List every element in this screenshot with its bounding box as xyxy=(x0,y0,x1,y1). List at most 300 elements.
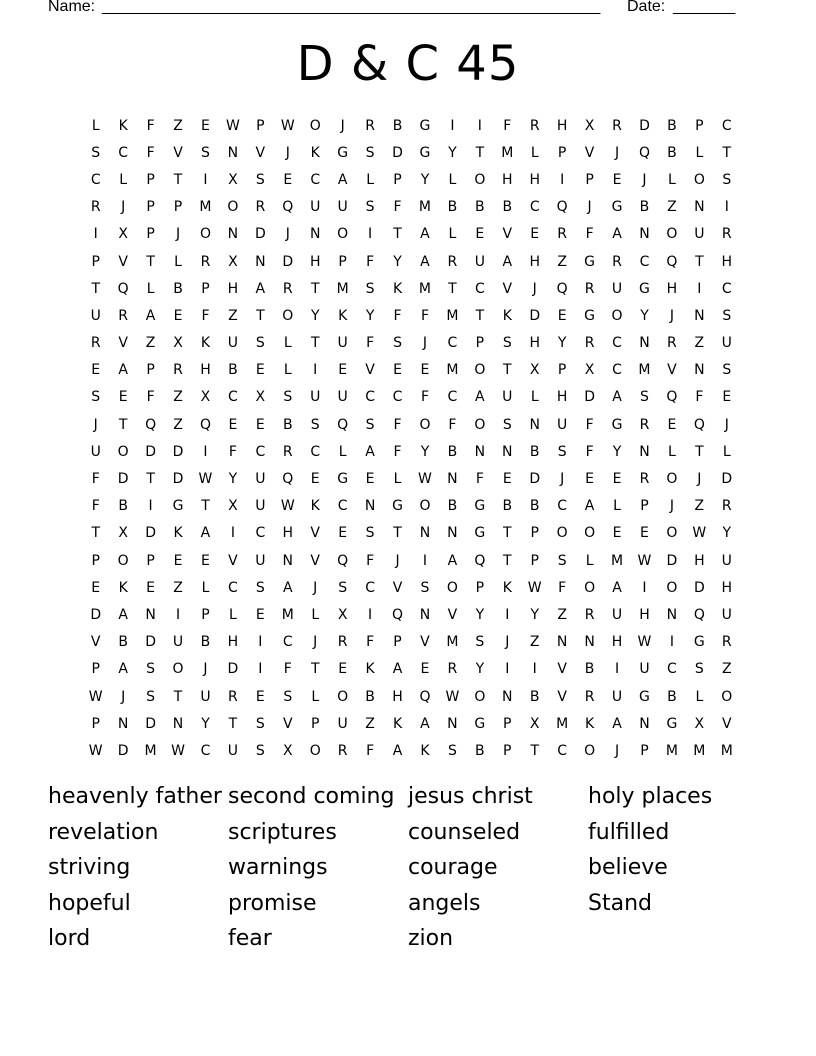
grid-letter: Y xyxy=(365,307,375,324)
grid-letter: Z xyxy=(667,199,677,216)
grid-letter: U xyxy=(310,389,321,406)
word-bank-item: Stand xyxy=(588,890,652,916)
grid-letter: I xyxy=(203,443,208,460)
grid-letter: R xyxy=(584,688,595,705)
grid-letter: H xyxy=(721,253,733,270)
grid-letter: X xyxy=(584,362,595,379)
grid-letter: N xyxy=(694,307,705,324)
grid-letter: O xyxy=(309,117,321,134)
grid-letter: T xyxy=(475,144,485,161)
grid-letter: Q xyxy=(556,280,568,297)
grid-letter: O xyxy=(419,416,431,433)
grid-letter: L xyxy=(119,171,128,188)
grid-letter: P xyxy=(91,715,100,732)
grid-letter: L xyxy=(530,144,539,161)
grid-letter: E xyxy=(365,471,375,488)
grid-letter: O xyxy=(474,362,486,379)
grid-letter: N xyxy=(639,335,650,352)
grid-letter: C xyxy=(200,742,211,759)
grid-letter: T xyxy=(146,471,155,488)
grid-letter: P xyxy=(640,742,649,759)
grid-letter: R xyxy=(173,362,183,379)
grid-letter: L xyxy=(311,688,320,705)
grid-letter: U xyxy=(474,253,485,270)
grid-letter: R xyxy=(90,335,101,352)
grid-letter: M xyxy=(281,606,294,623)
grid-letter: U xyxy=(227,742,239,759)
grid-letter: P xyxy=(91,661,100,678)
grid-letter: W xyxy=(225,117,240,134)
grid-letter: M xyxy=(418,199,432,216)
grid-letter: B xyxy=(502,498,513,515)
grid-letter: H xyxy=(529,335,540,352)
grid-letter: O xyxy=(117,443,129,460)
grid-letter: L xyxy=(585,552,594,569)
grid-letter: N xyxy=(419,525,431,542)
grid-letter: J xyxy=(532,280,537,297)
grid-letter: L xyxy=(722,443,731,460)
grid-letter: C xyxy=(557,742,568,759)
grid-letter: F xyxy=(393,443,402,460)
grid-letter: Z xyxy=(365,715,375,732)
grid-letter: M xyxy=(610,552,624,569)
grid-letter: Q xyxy=(666,389,678,406)
page-title: D & C 45 xyxy=(296,36,520,92)
grid-letter: B xyxy=(118,498,128,515)
grid-letter: S xyxy=(722,171,732,188)
grid-letter: N xyxy=(117,715,129,732)
grid-letter: P xyxy=(146,226,155,243)
grid-letter: B xyxy=(447,199,458,216)
grid-letter: I xyxy=(669,634,674,651)
grid-letter: F xyxy=(366,335,375,352)
grid-letter: T xyxy=(393,226,402,243)
grid-letter: K xyxy=(338,307,348,324)
grid-letter: C xyxy=(612,362,622,379)
grid-letter: P xyxy=(640,498,649,515)
grid-letter: T xyxy=(310,661,320,678)
word-bank-row xyxy=(48,815,768,851)
grid-letter: Y xyxy=(722,525,732,542)
grid-letter: H xyxy=(529,171,540,188)
grid-letter: S xyxy=(722,362,732,379)
grid-letter: E xyxy=(146,579,156,596)
grid-letter: J xyxy=(121,199,126,216)
grid-letter: U xyxy=(337,199,348,216)
grid-letter: Q xyxy=(282,471,294,488)
grid-letter: S xyxy=(255,579,265,596)
grid-letter: Z xyxy=(694,498,705,515)
grid-letter: J xyxy=(395,552,400,569)
grid-letter: S xyxy=(338,579,348,596)
grid-letter: V xyxy=(420,634,430,651)
grid-letter: T xyxy=(228,715,238,732)
grid-letter: K xyxy=(502,307,512,324)
grid-letter: O xyxy=(584,742,596,759)
grid-letter: B xyxy=(475,199,485,216)
grid-letter: M xyxy=(446,634,459,651)
word-bank-item: fear xyxy=(228,926,272,952)
grid-letter: R xyxy=(667,335,677,352)
grid-letter: W xyxy=(418,471,432,488)
grid-letter: N xyxy=(227,144,239,161)
word-bank-item: hopeful xyxy=(48,890,131,916)
grid-letter: C xyxy=(557,498,568,515)
grid-letter: I xyxy=(450,117,455,134)
grid-letter: L xyxy=(311,606,320,623)
grid-letter: T xyxy=(503,552,512,569)
grid-letter: A xyxy=(118,606,128,623)
grid-letter: X xyxy=(118,226,128,243)
grid-letter: E xyxy=(201,117,210,134)
grid-letter: P xyxy=(173,199,183,216)
grid-letter: C xyxy=(529,199,540,216)
grid-letter: Z xyxy=(145,335,156,352)
grid-letter: A xyxy=(200,525,211,542)
grid-letter: L xyxy=(229,606,237,623)
grid-letter: J xyxy=(669,307,674,324)
grid-letter: S xyxy=(365,416,375,433)
grid-letter: V xyxy=(392,579,403,596)
grid-letter: D xyxy=(145,715,156,732)
grid-letter: R xyxy=(639,416,650,433)
grid-letter: P xyxy=(256,117,265,134)
grid-letter: V xyxy=(90,634,101,651)
grid-letter: G xyxy=(474,498,486,515)
grid-letter: G xyxy=(474,715,486,732)
grid-letter: Q xyxy=(199,416,211,433)
grid-letter: U xyxy=(255,471,266,488)
grid-letter: T xyxy=(146,253,155,270)
grid-letter: J xyxy=(285,144,290,161)
grid-letter: C xyxy=(255,443,266,460)
grid-letter: E xyxy=(530,226,540,243)
grid-letter: S xyxy=(694,661,704,678)
grid-letter: N xyxy=(255,253,266,270)
grid-letter: S xyxy=(447,742,457,759)
grid-letter: C xyxy=(310,443,321,460)
grid-letter: Q xyxy=(693,416,705,433)
grid-letter: C xyxy=(392,389,403,406)
grid-letter: O xyxy=(337,688,349,705)
grid-row xyxy=(82,601,742,628)
grid-letter: D xyxy=(639,117,650,134)
grid-letter: M xyxy=(336,280,349,297)
grid-letter: F xyxy=(201,307,210,324)
grid-letter: F xyxy=(91,471,100,488)
grid-letter: M xyxy=(418,280,432,297)
word-bank-item: promise xyxy=(228,890,317,916)
grid-letter: A xyxy=(612,579,622,596)
grid-letter: Y xyxy=(310,307,320,324)
grid-letter: D xyxy=(584,389,595,406)
grid-letter: H xyxy=(611,634,623,651)
grid-letter: J xyxy=(121,688,126,705)
grid-letter: U xyxy=(721,606,732,623)
grid-letter: X xyxy=(200,389,211,406)
grid-letter: F xyxy=(146,144,155,161)
grid-letter: T xyxy=(695,253,704,270)
grid-row xyxy=(82,139,742,166)
grid-letter: H xyxy=(666,280,678,297)
grid-row xyxy=(82,438,742,465)
name-label: Name: xyxy=(48,0,96,15)
grid-letter: U xyxy=(337,715,348,732)
grid-letter: W xyxy=(171,742,185,759)
grid-letter: F xyxy=(228,443,237,460)
grid-letter: F xyxy=(585,443,594,460)
date-label: Date: xyxy=(627,0,666,15)
grid-letter: U xyxy=(694,226,705,243)
grid-letter: E xyxy=(475,226,485,243)
grid-letter: A xyxy=(365,443,375,460)
grid-letter: F xyxy=(366,742,375,759)
grid-letter: N xyxy=(172,715,184,732)
grid-letter: N xyxy=(145,606,156,623)
grid-letter: D xyxy=(227,661,239,678)
grid-letter: N xyxy=(419,606,431,623)
grid-letter: O xyxy=(474,688,486,705)
grid-letter: J xyxy=(175,226,181,243)
grid-letter: I xyxy=(203,171,208,188)
grid-letter: M xyxy=(638,362,651,379)
grid-letter: I xyxy=(368,226,373,243)
grid-letter: J xyxy=(560,471,565,488)
grid-letter: K xyxy=(118,579,128,596)
grid-letter: P xyxy=(310,715,320,732)
grid-row xyxy=(82,465,742,492)
grid-letter: Z xyxy=(721,661,732,678)
grid-letter: S xyxy=(91,144,101,161)
grid-letter: F xyxy=(283,661,292,678)
grid-letter: V xyxy=(282,715,293,732)
grid-letter: T xyxy=(173,171,183,188)
word-bank-item: courage xyxy=(408,855,498,881)
grid-letter: O xyxy=(419,498,431,515)
grid-letter: S xyxy=(146,688,156,705)
grid-letter: B xyxy=(118,634,128,651)
grid-letter: N xyxy=(694,362,705,379)
grid-letter: T xyxy=(393,525,402,542)
grid-letter: V xyxy=(118,253,128,270)
grid-letter: N xyxy=(447,715,458,732)
grid-letter: E xyxy=(420,661,430,678)
grid-letter: S xyxy=(201,144,210,161)
grid-letter: W xyxy=(445,688,460,705)
grid-letter: U xyxy=(255,498,266,515)
grid-letter: G xyxy=(337,471,349,488)
grid-letter: U xyxy=(502,389,513,406)
grid-letter: X xyxy=(228,171,238,188)
grid-letter: B xyxy=(228,362,238,379)
grid-letter: B xyxy=(475,742,485,759)
grid-letter: Z xyxy=(557,606,567,623)
grid-letter: T xyxy=(503,362,512,379)
word-bank-item: angels xyxy=(408,890,481,916)
grid-letter: Z xyxy=(173,389,183,406)
grid-letter: R xyxy=(118,307,129,324)
grid-letter: W xyxy=(527,579,542,596)
grid-letter: K xyxy=(200,335,211,352)
grid-letter: F xyxy=(146,389,155,406)
grid-letter: A xyxy=(612,226,622,243)
grid-letter: H xyxy=(282,525,294,542)
grid-letter: O xyxy=(309,742,321,759)
grid-letter: Q xyxy=(337,416,349,433)
grid-letter: A xyxy=(502,253,513,270)
grid-letter: E xyxy=(393,362,402,379)
grid-letter: C xyxy=(228,579,238,596)
grid-letter: G xyxy=(392,498,403,515)
grid-letter: J xyxy=(587,199,592,216)
word-bank-item: believe xyxy=(588,855,668,881)
grid-letter: Q xyxy=(419,688,431,705)
grid-row xyxy=(82,493,742,520)
grid-letter: G xyxy=(584,253,596,270)
grid-letter: E xyxy=(640,525,649,542)
grid-letter: M xyxy=(720,742,733,759)
grid-row xyxy=(82,384,742,411)
grid-letter: P xyxy=(695,117,704,134)
grid-letter: I xyxy=(697,280,702,297)
grid-letter: B xyxy=(529,443,540,460)
grid-letter: B xyxy=(584,661,595,678)
grid-letter: N xyxy=(556,634,568,651)
grid-letter: I xyxy=(532,661,537,678)
grid-letter: B xyxy=(667,688,677,705)
grid-letter: N xyxy=(282,552,294,569)
grid-letter: C xyxy=(721,280,732,297)
grid-letter: P xyxy=(475,335,485,352)
grid-letter: A xyxy=(282,579,293,596)
grid-letter: B xyxy=(447,498,458,515)
grid-letter: Q xyxy=(556,199,568,216)
grid-letter: E xyxy=(283,171,293,188)
grid-letter: L xyxy=(668,171,676,188)
grid-letter: E xyxy=(338,525,348,542)
grid-letter: F xyxy=(366,552,375,569)
grid-letter: C xyxy=(337,498,348,515)
grid-letter: O xyxy=(584,579,596,596)
grid-letter: N xyxy=(447,525,458,542)
grid-row xyxy=(82,574,742,601)
grid-letter: I xyxy=(313,362,318,379)
grid-letter: T xyxy=(201,498,210,515)
grid-letter: G xyxy=(337,144,349,161)
grid-letter: P xyxy=(393,634,402,651)
grid-letter: G xyxy=(419,117,431,134)
grid-letter: T xyxy=(448,280,457,297)
grid-letter: T xyxy=(256,307,265,324)
grid-letter: T xyxy=(475,307,485,324)
grid-letter: U xyxy=(639,661,650,678)
grid-letter: S xyxy=(393,335,402,352)
grid-letter: R xyxy=(639,471,650,488)
grid-letter: S xyxy=(365,199,375,216)
grid-letter: A xyxy=(475,389,485,406)
grid-letter: N xyxy=(502,443,513,460)
grid-letter: R xyxy=(90,199,101,216)
grid-letter: N xyxy=(227,226,239,243)
grid-letter: F xyxy=(393,307,402,324)
grid-letter: Q xyxy=(337,552,349,569)
grid-letter: B xyxy=(529,688,540,705)
grid-letter: F xyxy=(558,579,567,596)
grid-row xyxy=(82,357,742,384)
grid-letter: C xyxy=(310,171,321,188)
grid-letter: V xyxy=(721,715,732,732)
grid-letter: N xyxy=(666,606,678,623)
grid-letter: T xyxy=(530,742,539,759)
grid-letter: J xyxy=(422,335,428,352)
grid-letter: P xyxy=(530,525,539,542)
grid-letter: W xyxy=(280,117,295,134)
grid-letter: N xyxy=(694,199,705,216)
grid-letter: O xyxy=(199,226,211,243)
grid-letter: T xyxy=(118,416,128,433)
grid-letter: I xyxy=(477,117,482,134)
grid-letter: F xyxy=(448,416,457,433)
grid-letter: F xyxy=(91,498,100,515)
grid-letter: V xyxy=(255,144,266,161)
grid-letter: O xyxy=(172,661,184,678)
grid-letter: W xyxy=(280,498,295,515)
grid-letter: O xyxy=(666,525,678,542)
grid-letter: R xyxy=(282,443,293,460)
grid-letter: I xyxy=(230,525,235,542)
word-bank-item: revelation xyxy=(48,819,159,845)
grid-letter: E xyxy=(255,606,265,623)
word-bank-item: second coming xyxy=(228,784,395,810)
grid-letter: V xyxy=(228,552,238,569)
grid-letter: K xyxy=(392,715,403,732)
grid-letter: E xyxy=(118,389,128,406)
grid-letter: U xyxy=(611,280,623,297)
grid-letter: R xyxy=(447,253,458,270)
grid-letter: R xyxy=(282,280,293,297)
grid-letter: E xyxy=(612,471,622,488)
grid-letter: R xyxy=(557,226,568,243)
grid-letter: D xyxy=(145,525,156,542)
grid-letter: S xyxy=(557,552,567,569)
grid-letter: P xyxy=(201,280,210,297)
grid-letter: Y xyxy=(420,443,430,460)
grid-letter: O xyxy=(337,226,349,243)
grid-letter: K xyxy=(502,579,512,596)
grid-letter: G xyxy=(419,144,431,161)
grid-letter: E xyxy=(255,688,265,705)
grid-letter: O xyxy=(227,199,239,216)
grid-letter: U xyxy=(611,606,623,623)
grid-letter: A xyxy=(337,171,348,188)
grid-letter: A xyxy=(255,280,266,297)
grid-letter: N xyxy=(447,471,458,488)
grid-row xyxy=(82,112,742,139)
grid-letter: N xyxy=(474,443,486,460)
grid-letter: V xyxy=(365,362,375,379)
grid-letter: D xyxy=(90,606,102,623)
grid-letter: C xyxy=(365,389,375,406)
grid-letter: Y xyxy=(201,715,210,732)
grid-letter: S xyxy=(365,144,375,161)
grid-letter: U xyxy=(90,307,101,324)
grid-letter: P xyxy=(146,171,155,188)
grid-letter: G xyxy=(611,416,623,433)
grid-letter: I xyxy=(258,661,263,678)
grid-letter: N xyxy=(529,416,540,433)
grid-letter: A xyxy=(420,253,430,270)
grid-letter: E xyxy=(91,362,101,379)
